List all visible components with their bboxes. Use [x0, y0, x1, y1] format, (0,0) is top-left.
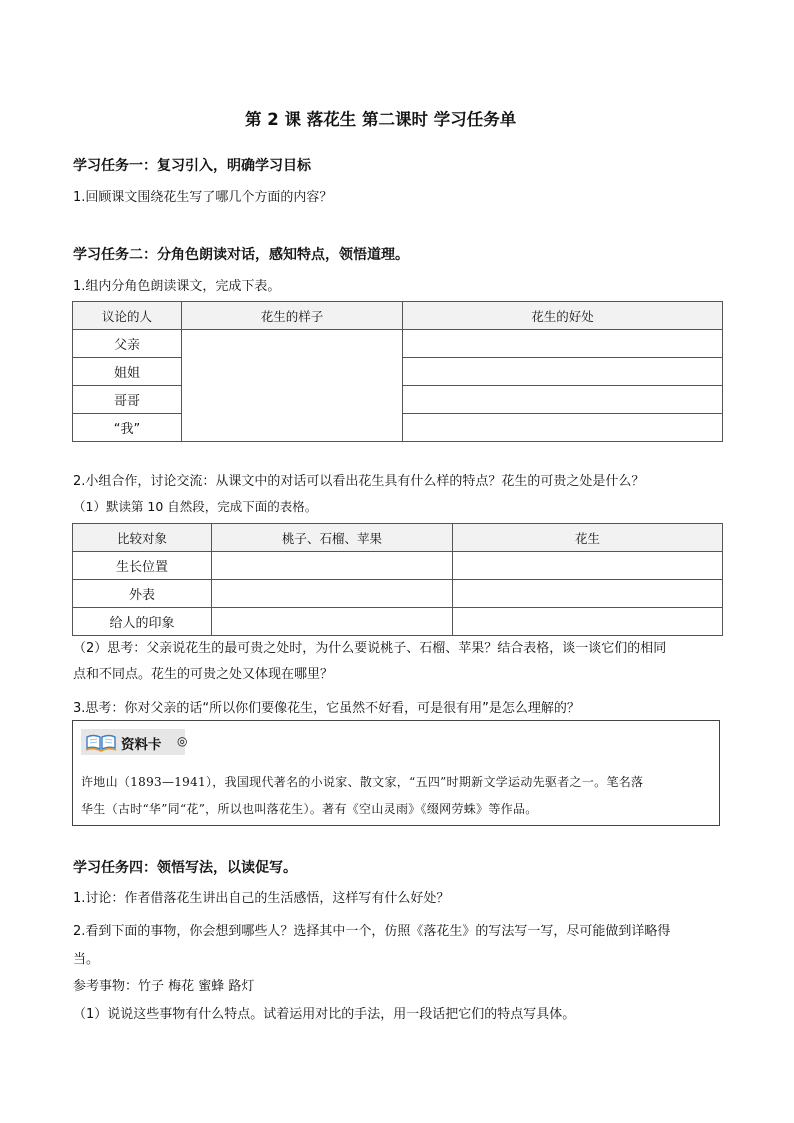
task2-question-2: 2.小组合作，讨论交流：从课文中的对话可以看出花生具有什么样的特点？花生的可贵之处是什么？	[73, 474, 645, 489]
table-cell-blank[interactable]	[212, 580, 453, 608]
table-cell-person: 父亲	[73, 330, 182, 358]
table-cell-criterion: 生长位置	[73, 552, 212, 580]
task2-question-2-part2-line2: 点和不同点。花生的可贵之处又体现在哪里？	[73, 667, 334, 682]
table-cell-appearance-blank[interactable]	[182, 330, 403, 442]
table-cell-blank[interactable]	[453, 552, 723, 580]
table-cell-benefit-blank[interactable]	[403, 414, 723, 442]
table-header: 花生	[453, 524, 723, 552]
table-cell-benefit-blank[interactable]	[403, 330, 723, 358]
task2-question-3: 3.思考：你对父亲的话“所以你们要像花生，它虽然不好看，可是很有用”是怎么理解的？	[73, 701, 580, 716]
task4-question-1: 1.讨论：作者借落花生讲出自己的生活感悟，这样写有什么好处？	[73, 891, 450, 906]
table-cell-blank[interactable]	[453, 608, 723, 636]
comparison-table	[72, 523, 723, 636]
info-card-text-line2: 华生（古时“华”同“花”，所以也叫落花生）。著有《空山灵雨》《缀网劳蛛》等作品。	[81, 802, 538, 816]
table-header: 议论的人	[73, 302, 182, 330]
task1-question-1: 1.回顾课文围绕花生写了哪几个方面的内容？	[73, 190, 333, 205]
task2-question-2-part1: （1）默读第 10 自然段，完成下面的表格。	[73, 499, 318, 514]
table-cell-person: 姐姐	[73, 358, 182, 386]
opinion-table	[72, 301, 723, 442]
reference-items: 参考事物：竹子 梅花 蜜蜂 路灯	[73, 979, 255, 994]
task2-heading: 学习任务二：分角色朗读对话，感知特点，领悟道理。	[73, 247, 409, 263]
table-header: 花生的好处	[403, 302, 723, 330]
task4-question-2-part1: （1）说说这些事物有什么特点。试着运用对比的手法，用一段话把它们的特点写具体。	[73, 1007, 576, 1022]
table-header: 桃子、石榴、苹果	[212, 524, 453, 552]
info-card-title: 资料卡	[121, 737, 162, 753]
task2-question-1: 1.组内分角色朗读课文，完成下表。	[73, 279, 281, 294]
table-cell-criterion: 给人的印象	[73, 608, 212, 636]
table-header: 花生的样子	[182, 302, 403, 330]
table-cell-blank[interactable]	[212, 552, 453, 580]
table-header: 比较对象	[73, 524, 212, 552]
task4-question-2-line2: 当。	[73, 952, 100, 967]
table-cell-blank[interactable]	[453, 580, 723, 608]
task1-heading: 学习任务一：复习引入，明确学习目标	[73, 158, 311, 174]
task4-heading: 学习任务四：领悟写法，以读促写。	[73, 860, 297, 876]
info-card	[72, 720, 720, 826]
table-cell-benefit-blank[interactable]	[403, 358, 723, 386]
table-cell-person: “我”	[73, 414, 182, 442]
table-cell-blank[interactable]	[212, 608, 453, 636]
table-cell-benefit-blank[interactable]	[403, 386, 723, 414]
table-cell-criterion: 外表	[73, 580, 212, 608]
task4-question-2-line1: 2.看到下面的事物，你会想到哪些人？选择其中一个，仿照《落花生》的写法写一写，尽可能做到详略得	[73, 924, 671, 939]
info-card-header	[81, 729, 188, 755]
info-card-text-line1: 许地山（1893—1941），我国现代著名的小说家、散文家，“五四”时期新文学运动先驱者之一。笔名落	[81, 775, 644, 789]
task2-question-2-part2-line1: （2）思考：父亲说花生的最可贵之处时，为什么要说桃子、石榴、苹果？结合表格，谈一谈它们的相同	[73, 641, 667, 656]
book-icon	[84, 731, 118, 753]
info-card-mark: ◎	[177, 734, 188, 748]
page-title: 第 2 课 落花生 第二课时 学习任务单	[245, 110, 517, 129]
table-cell-person: 哥哥	[73, 386, 182, 414]
